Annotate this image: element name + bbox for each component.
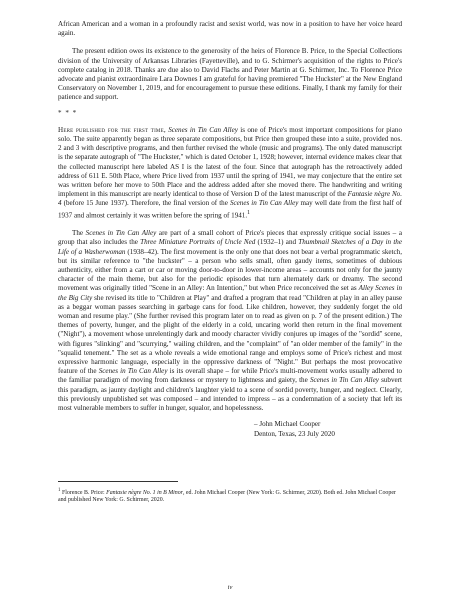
footnote-text: , ed. John Michael Cooper (New York: G. Schirmer, 2020). Both ed. John Michael Cooper and published New York: G. Schirmer, 2020. bbox=[58, 490, 396, 504]
paragraph-gap bbox=[58, 220, 402, 229]
paragraph-text: (before 15 June 1937). Therefore, the final version of the bbox=[61, 199, 230, 208]
paragraph-gap bbox=[58, 38, 402, 47]
work-title: Scenes in Tin Can Alley bbox=[168, 125, 238, 134]
work-title: Fantasie nègre No. 1 in B Minor bbox=[106, 490, 183, 497]
footnote-divider bbox=[58, 481, 178, 482]
work-title: Scenes in Tin Can Alley bbox=[85, 229, 157, 238]
footnote-text: Florence B. Price: bbox=[61, 490, 107, 497]
lead-in-text: Here published for the first time, bbox=[58, 125, 166, 134]
page-number: iv bbox=[227, 583, 233, 591]
signature-block bbox=[254, 420, 402, 439]
footnote bbox=[58, 487, 402, 505]
paragraph-text: are part of a small cohort of Price's pieces that expressly critique social issues – a group that also includes the bbox=[58, 229, 402, 247]
work-title: Three Miniature Portraits of Uncle Ned bbox=[140, 238, 256, 247]
paragraph-acknowledgements: The present edition owes its existence to the generosity of the heirs of Florence B. Price, to the Special Collections division of the University of Arkansas Libraries (Fayetteville), and to G. Schirmer's acquisition of the rights to Price's complete catalog in 2018. Thanks are due also to David Flachs and Peter Martin at G. Schirmer, Inc. To Florence Price advocate and pianist extraordinaire Lara Downes I am grateful for having premiered "The Huckster" at the New England Conservatory on November 1, 2019, and for encouragement to pursue these editions. Finally, I thank my family for their patience and support. bbox=[58, 47, 402, 102]
paragraph-text: subvert this paradigm, as jaunty daylight and children's laughter yield to a scene of sordid poverty, hunger, and neglect. Clearly, this previously unpublished set was composed – and intended to impress – as a condemnation of a society that left its most vulnerable members to suffer in hunger, squalor, and hopelessness. bbox=[58, 376, 402, 413]
paragraph-text: (1938–42). The first movement is the only one that does not bear a verbal programmatic sketch, but its similar reference to "the huckster" – a person who sells small, often gaudy items, sometimes of dubious authenticity, either from a cart or car or moving door-to-door in lower-income areas – accounts not only for the jaunty character of the main theme, but also for the periodic episodes that turn alternately dark or dreamy. The second movement was originally titled "Scene in an Alley: An Intention," but when Price reconceived the set as bbox=[58, 247, 402, 293]
paragraph-text: she revised its title to "Children at Play" and drafted a program that read "Children at play in an alley pause as a beggar woman passes searching in garbage cans for food. Like children, however, they suddenly forget the old woman and resume play." (She further revised this program later on to read as given on p. 7 of the present edition.) The themes of poverty, hunger, and the plight of the elderly in a cold, uncaring world then return in the final movement ("Night"), a movement whose unrelentingly dark and moody character vividly conjures up images of the "sordid" scene, with figures "slinking" and "scurrying," wailing children, and the "complaint" of "an older member of the family" in the "squalid tenement." The set as a whole reveals a wide emotional range and employs some of Price's richest and most expressive harmonic language, especially in the oppressive darkness of "Night." But perhaps the most provocative feature of the bbox=[58, 293, 402, 376]
work-title: Scenes in Tin Can Alley bbox=[229, 199, 299, 208]
paragraph-text: is its overall shape – for while Price's multi-movement works usually adhered to the familiar paradigm of moving from darkness or mystery to lightness and gaiety, the bbox=[58, 367, 402, 385]
section-divider: * * * bbox=[58, 108, 78, 117]
footnote-ref: 1 bbox=[247, 209, 251, 216]
work-title: Fantasie nègre No. 4 bbox=[58, 190, 402, 208]
paragraph-text: The bbox=[72, 229, 86, 238]
work-title: Scenes in Tin Can Alley bbox=[309, 376, 379, 385]
work-title: Thumbnail Sketches of a Day in the Life of a Washerwoman bbox=[58, 238, 403, 256]
paragraph-text: may well date from the first half of 1937 and almost certainly it was written before the spring of 1941. bbox=[58, 199, 402, 220]
signature-place-date: Denton, Texas, 23 July 2020 bbox=[254, 429, 335, 438]
work-title: Alley Scenes in the Big City bbox=[58, 284, 403, 302]
work-title: Scenes in Tin Can Alley bbox=[98, 367, 168, 376]
paragraph-analysis bbox=[58, 229, 402, 413]
paragraph-text: is one of Price's most important compositions for piano solo. The suite apparently began as three separate compositions, but Price then grouped these into a suite, provided nos. 2 and 3 with descriptive programs, and then further revised the whole (music and programs). The only dated manuscript is the separate autograph of "The Huckster," which is dated October 1, 1928; however, internal evidence makes clear that the collected manuscript here labeled AS I is the latest of the four. Since that autograph has the retroactively added address of 611 E. 50th Place, where Price lived from 1937 until the spring of 1941, we may conjecture that the entire set was written before her move to 50th Place and the address added after she moved there. The handwriting and writing implement in this manuscript are nearly identical to those of Version D of the latest manuscript of the bbox=[58, 125, 403, 199]
paragraph-history bbox=[58, 126, 402, 220]
paragraph-text: (1932–1) and bbox=[255, 238, 299, 247]
signature-name: – John Michael Cooper bbox=[254, 420, 321, 429]
paragraph-intro-tail: African American and a woman in a profoundly racist and sexist world, was now in a position to have her voice heard again. bbox=[58, 20, 402, 38]
footnote-number: 1 bbox=[58, 488, 61, 494]
